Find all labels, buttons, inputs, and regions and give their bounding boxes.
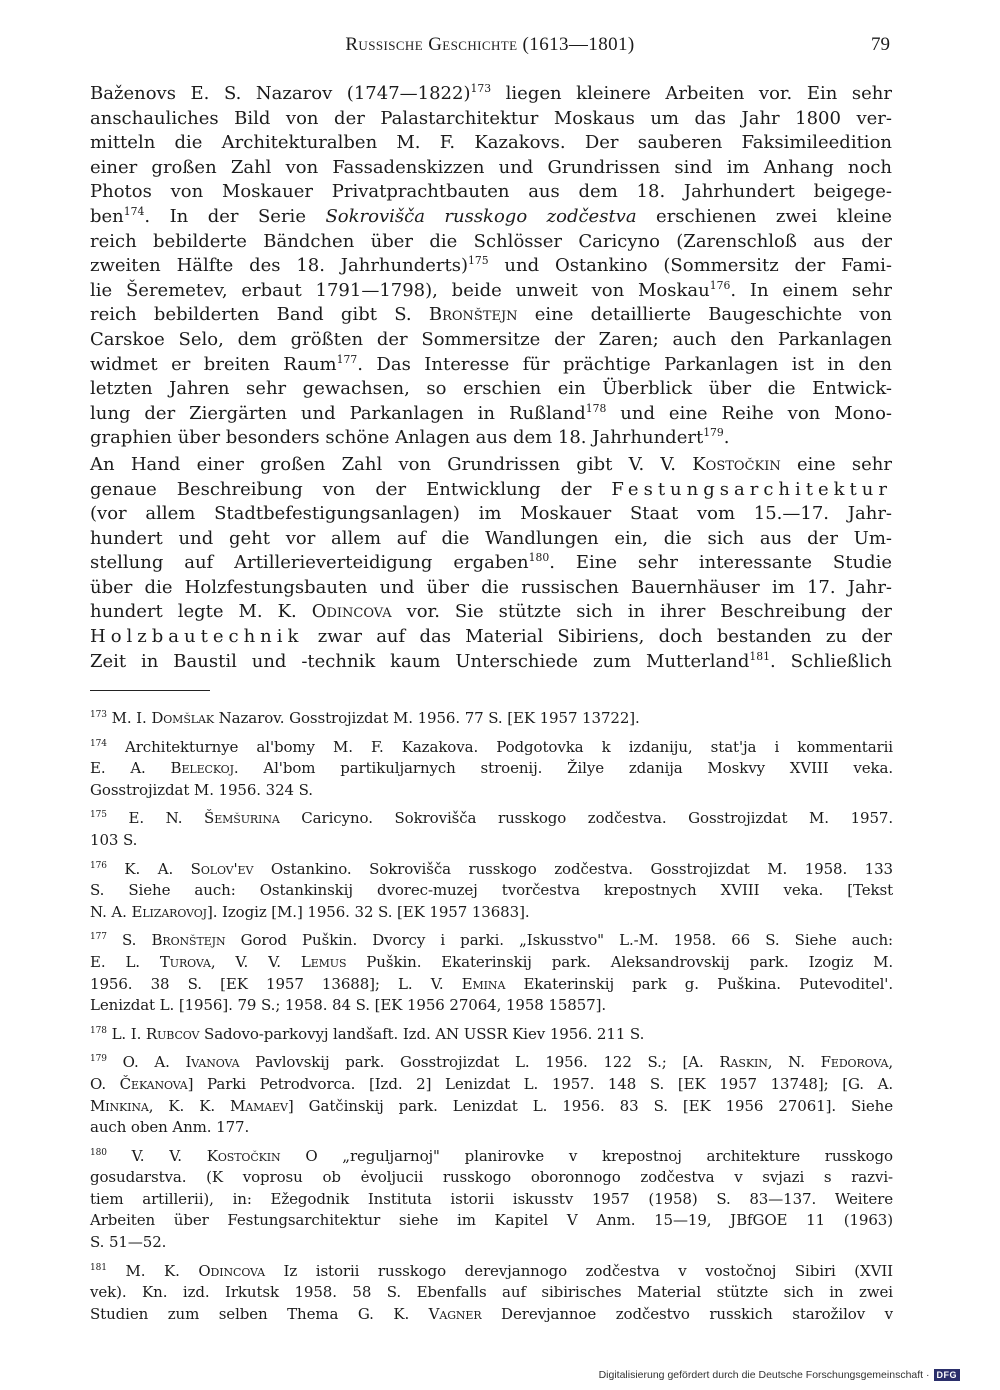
footnote-173: $^{173}$ M. I. Domšlak Nazarov. Gosstrojizdat M. 1956. 77 S. [EK 1957 13722]. xyxy=(90,709,640,727)
running-head: Russische Geschichte (1613—1801) xyxy=(345,34,635,55)
series-title: Sokrovišča russkogo zodčestva xyxy=(325,205,637,227)
text-line: über die Holzfestungsbauten und über die russischen Bauernhäuser im 17. Jahr- xyxy=(90,576,892,598)
footnote-174: $^{174}$ Architekturnye al'bomy M. F. Kazakova. Podgotovka k izdaniju, stat'ja i kommentarii E. A. Beleckoj. Al'bom partikuljarnych stroenij. Žilye zdanija Moskvy XVIII veka. Gosstrojizdat M. 1956. 324 S. xyxy=(90,737,894,799)
text-line: lie Šeremetev, erbaut 1791—1798), beide unweit von Moskau$^{176}$. In einem sehr xyxy=(90,278,892,301)
text-line: Baženovs E. S. Nazarov (1747—1822)$^{173}$ liegen kleinere Arbeiten vor. Ein sehr xyxy=(90,82,892,104)
text-line: stellung auf Artillerieverteidigung ergaben$^{180}$. Eine sehr interessante Studie xyxy=(90,551,892,574)
emphasis: Festungsarchitektur xyxy=(611,478,892,500)
text-line: hundert und geht vor allem auf die Wandlungen ein, die sich aus der Um- xyxy=(90,527,892,549)
footnote-number: 179 xyxy=(90,1054,107,1065)
emphasis: Holzbautechnik xyxy=(90,626,304,648)
text-line: Carskoe Selo, dem größten der Sommersitze der Zaren; auch den Parkanlagen xyxy=(90,328,892,350)
footnote-number: 174 xyxy=(90,738,107,749)
text-line: hundert legte M. K. Odincova vor. Sie stützte sich in ihrer Beschreibung der xyxy=(90,601,892,623)
footnote-ref: 177 xyxy=(336,352,358,366)
footnote-ref: 174 xyxy=(123,204,145,218)
text-line: genaue Beschreibung von der Entwicklung der Festungsarchitektur xyxy=(90,478,892,500)
author-name: Kostočkin xyxy=(692,453,781,475)
page-header xyxy=(90,34,890,62)
footnote-178: $^{178}$ L. I. Rubcov Sadovo-parkovyj landšaft. Izd. AN USSR Kiev 1956. 211 S. xyxy=(90,1024,645,1043)
footnotes xyxy=(90,708,893,1332)
author-name: Odincova xyxy=(311,601,392,623)
text-line: reich bebilderte Bändchen über die Schlösser Caricyno (Zarenschloß aus der xyxy=(90,230,892,252)
footnote-181: $^{181}$ M. K. Odincova Iz istorii russkogo derevjannogo zodčestva v vostočnoj Sibiri (XVII vek). Kn. izd. Irkutsk 1958. 58 S. Ebenfalls auf sibirisches Material stützte sich in zwei Studien zum selben Thema G. K. Vagner Derevjannoe zodčestvo russkich starožilov v xyxy=(90,1261,893,1323)
footnote-ref: 180 xyxy=(528,551,550,565)
text-line: anschauliches Bild von der Palastarchitektur Moskaus um das Jahr 1800 ver- xyxy=(90,107,892,129)
credit-text: Digitalisierung gefördert durch die Deutsche Forschungsgemeinschaft · xyxy=(598,1369,930,1381)
text-line: Zeit in Baustil und -technik kaum Unterschiede zum Mutterland$^{181}$. Schließlich xyxy=(90,649,892,672)
text-line: zweiten Hälfte des 18. Jahrhunderts)$^{175}$ und Ostankino (Sommersitz der Fami- xyxy=(90,254,892,277)
footnote-ref: 173 xyxy=(470,82,492,95)
footnote-179: $^{179}$ O. A. Ivanova Pavlovskij park. Gosstrojizdat L. 1956. 122 S.; [A. Raskin, N. Fedorova, O. Čekanova] Parki Petrodvorca. [Izd. 2] Lenizdat L. 1957. 148 S. [EK 1957 13748]; [G. A. Minkina, K. K. Mamaev] Gatčinskij park. Lenizdat L. 1956. 83 S. [EK 1956 27061]. Siehe auch oben Anm. 177. xyxy=(90,1053,894,1137)
main-text xyxy=(90,82,892,674)
footnote-number: 176 xyxy=(90,860,107,871)
footnote-ref: 176 xyxy=(709,278,731,292)
text-line: mitteln die Architekturalben M. F. Kazakovs. Der sauberen Faksimileedition xyxy=(90,132,892,154)
text-line: Photos von Moskauer Privatprachtbauten aus dem 18. Jahrhundert beigege- xyxy=(90,181,892,203)
page-number: 79 xyxy=(871,34,890,55)
footnote-number: 173 xyxy=(90,710,107,720)
footnote-175: $^{175}$ E. N. Šemšurina Caricyno. Sokrovišča russkogo zodčestva. Gosstrojizdat M. 1957. 103 S. xyxy=(90,809,894,849)
footnote-number: 180 xyxy=(90,1147,107,1158)
paragraph xyxy=(90,453,892,674)
footnote-176: $^{176}$ K. A. Solov'ev Ostankino. Sokrovišča russkogo zodčestva. Gosstrojizdat M. 1958. 133 S. Siehe auch: Ostankinskij dvorec-muzej tvorčestva krepostnych XVIII veka. [Tekst N. A. Elizarovoj]. Izogiz [M.] 1956. 32 S. [EK 1957 13683]. xyxy=(90,859,893,921)
text-line: (vor allem Stadtbefestigungsanlagen) im Moskauer Staat vom 15.—17. Jahr- xyxy=(90,503,892,525)
paragraph xyxy=(90,82,892,451)
text-line: Holzbautechnik zwar auf das Material Sibiriens, doch bestanden zu der xyxy=(90,626,892,648)
footnote-separator xyxy=(90,690,210,691)
footnote-number: 177 xyxy=(90,932,107,943)
text-line: reich bebilderten Band gibt S. Bronštejn eine detaillierte Baugeschichte von xyxy=(90,304,892,326)
footnote-number: 181 xyxy=(90,1262,107,1273)
dfg-logo: DFG xyxy=(934,1369,961,1381)
text-line: widmet er breiten Raum$^{177}$. Das Interesse für prächtige Parkanlagen ist in den xyxy=(90,352,892,375)
footnote-177: $^{177}$ S. Bronštejn Gorod Puškin. Dvorcy i parki. „Iskusstvo" L.-M. 1958. 66 S. Siehe auch: E. L. Turova, V. V. Lemus Puškin. Ekaterinskij park. Aleksandrovskij park. Izogiz M. 1956. 38 S. [EK 1957 13688]; L. V. Emina Ekaterinskij park g. Puškina. Putevoditel'. Lenizdat L. [1956]. 79 S.; 1958. 84 S. [EK 1956 27064, 1958 15857]. xyxy=(90,931,894,1015)
footnote-ref: 179 xyxy=(703,426,724,440)
text-line: graphien über besonders schöne Anlagen aus dem 18. Jahrhundert$^{179}$. xyxy=(90,426,730,449)
text-line: einer großen Zahl von Fassadenskizzen und Grundrissen sind im Anhang noch xyxy=(90,156,892,178)
digitization-credit xyxy=(599,1366,960,1384)
footnote-ref: 178 xyxy=(585,401,607,415)
text-line: letzten Jahren sehr gewachsen, so erschien ein Überblick über die Entwick- xyxy=(90,378,892,400)
footnote-ref: 175 xyxy=(468,254,489,268)
author-name: Bronštejn xyxy=(428,304,518,326)
text-line: ben$^{174}$. In der Serie Sokrovišča russkogo zodčestva erschienen zwei kleine xyxy=(90,204,892,227)
footnote-180: $^{180}$ V. V. Kostočkin O „reguljarnoj" planirovke v krepostnoj architekture russkogo gosudarstva. (K voprosu ob ėvoljucii russkogo oboronnogo zodčestva v svjazi s razvi- tiem artillerii), in: Ežegodnik Instituta istorii iskusstv 1957 (1958) S. 83—137. Weitere Arbeiten über Festungsarchitektur siehe im Kapitel V Anm. 15—19, JBfGOE 11 (1963) S. 51—52. xyxy=(90,1146,893,1252)
footnote-ref: 181 xyxy=(749,649,770,663)
footnote-number: 175 xyxy=(90,810,107,821)
text-line: lung der Ziergärten und Parkanlagen in Rußland$^{178}$ und eine Reihe von Mono- xyxy=(90,401,892,424)
text-line: An Hand einer großen Zahl von Grundrissen gibt V. V. Kostočkin eine sehr xyxy=(90,453,892,475)
footnote-number: 178 xyxy=(90,1025,107,1036)
